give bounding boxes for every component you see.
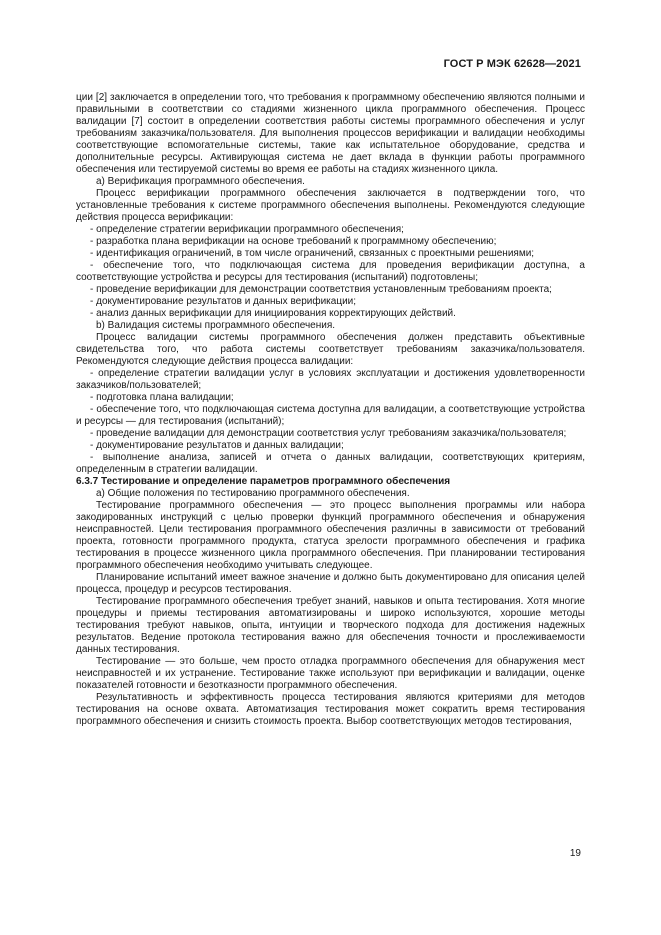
list-item: - подготовка плана валидации; [90, 392, 234, 403]
paragraph: Тестирование программного обеспечения требует знаний, навыков и опыта тестирования. Хотя многие процедуры и приемы тестирования автоматизированы и широко используются, хорошие методы тестирования требуют навыков, опыта, интуиции и творческого подхода для достижения надежных результатов. Ведение протокола тестирования важно для обеспечения точности и прослеживаемости данных тестирования. [76, 596, 585, 655]
list-item: - проведение верификации для демонстрации соответствия установленным требованиям проекта; [90, 284, 552, 295]
list-item: - документирование результатов и данных верификации; [90, 296, 357, 307]
list-item: - анализ данных верификации для инициирования корректирующих действий. [90, 308, 456, 319]
list-item: - определение стратегии верификации программного обеспечения; [90, 224, 404, 235]
paragraph: a) Верификация программного обеспечения. [96, 176, 305, 187]
paragraph: a) Общие положения по тестированию программного обеспечения. [96, 488, 410, 499]
list-item: - разработка плана верификации на основе требований к программному обеспечению; [90, 236, 497, 247]
list-item: - выполнение анализа, записей и отчета о данных валидации, соответствующих критериям, определенным в стратегии валидации. [76, 452, 585, 475]
list-item: - проведение валидации для демонстрации соответствия услуг требованиям заказчика/пользователя; [90, 428, 567, 439]
page-number: 19 [569, 848, 581, 859]
paragraph: Процесс валидации системы программного обеспечения должен представить объективные свидетельства того, что работа системы соответствует требованиям заказчика/пользователя. Рекомендуются следующие действия процесса валидации: [76, 332, 585, 367]
document-header: ГОСТ Р МЭК 62628—2021 [443, 58, 581, 70]
paragraph: Планирование испытаний имеет важное значение и должно быть документировано для описания целей процесса, процедур и ресурсов тестирования. [76, 572, 585, 595]
paragraph: b) Валидация системы программного обеспечения. [96, 320, 336, 331]
paragraph: Результативность и эффективность процесса тестирования являются критериями для методов тестирования на основе охвата. Автоматизация тестирования может сократить время тестирования программного обеспечения и снизить стоимость проекта. Выбор соответствующих методов тестирования, [76, 692, 585, 727]
document-body [76, 92, 585, 728]
paragraph: Тестирование программного обеспечения — это процесс выполнения программы или набора закодированных инструкций с целью проверки функций программного обеспечения и обнаружения неисправностей. Цели тестирования программного обеспечения различны в зависимости от требований проекта, готовности программного продукта, статуса зрелости программного обеспечения и графика тестирования в процессе жизненного цикла программного обеспечения. При планировании тестирования программного обеспечения необходимо учитывать следующее. [76, 500, 585, 571]
section-heading: 6.3.7 Тестирование и определение параметров программного обеспечения [76, 476, 451, 487]
paragraph: Тестирование — это больше, чем просто отладка программного обеспечения для обнаружения мест неисправностей и их устранение. Тестирование также используют при верификации и валидации, оценке показателей готовности и безотказности программного обеспечения. [76, 656, 585, 691]
paragraph: ции [2] заключается в определении того, что требования к программному обеспечению являются полными и правильными в соответствии со стадиями жизненного цикла программного обеспечения. Процесс валидации [7] состоит в определении соответствия работы системы программного обеспечения и услуг требованиям заказчика/пользователя. Для выполнения процессов верификации и валидации необходимы соответствующие вспомогательные системы, такие как испытательное оборудование, средства и дополнительные ресурсы. Активирующая система не дает вклада в функции работы программного обеспечения или тестируемой системы во время ее работы на стадиях жизненного цикла. [76, 92, 585, 175]
paragraph: Процесс верификации программного обеспечения заключается в подтверждении того, что установленные требования к системе программного обеспечения выполнены. Рекомендуются следующие действия процесса верификации: [76, 188, 585, 223]
list-item: - идентификация ограничений, в том числе ограничений, связанных с проектными решениями; [90, 248, 535, 259]
list-item: - документирование результатов и данных валидации; [90, 440, 344, 451]
list-item: - определение стратегии валидации услуг в условиях эксплуатации и достижения удовлетворенности заказчиков/пользователей; [76, 368, 585, 391]
list-item: - обеспечение того, что подключающая система доступна для валидации, а соответствующие устройства и ресурсы — для тестирования (испытаний); [76, 404, 585, 427]
list-item: - обеспечение того, что подключающая система для проведения верификации доступна, а соответствующие устройства и ресурсы для тестирования (испытаний) подготовлены; [76, 260, 585, 283]
